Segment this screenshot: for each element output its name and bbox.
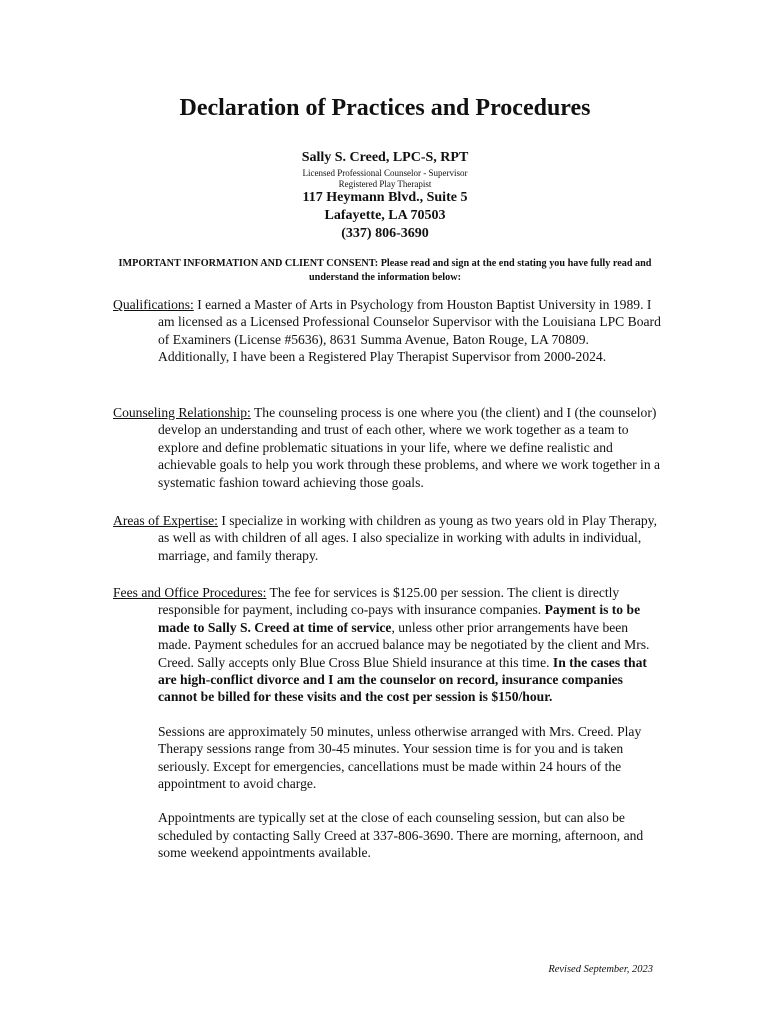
section-heading: Areas of Expertise: (113, 513, 218, 528)
section-heading: Qualifications: (113, 297, 194, 312)
address-line-1: 117 Heymann Blvd., Suite 5 (302, 190, 468, 205)
revision-date: Revised September, 2023 (548, 964, 653, 975)
section-text: I specialize in working with children as young as two years old in Play Therapy, as well as with children of all ages. I also specialize in working with adults in individual, marriage, and family therapy. (158, 513, 657, 563)
important-notice: IMPORTANT INFORMATION AND CLIENT CONSENT: Please read and sign at the end stating you have fully read and understand the information below: (118, 258, 652, 283)
counseling-relationship-section (113, 404, 661, 491)
address-line-2: Lafayette, LA 70503 (324, 208, 446, 223)
counselor-name: Sally S. Creed, LPC-S, RPT (301, 150, 469, 165)
section-heading: Fees and Office Procedures: (113, 585, 267, 600)
areas-of-expertise-section (113, 512, 661, 564)
appointments-paragraph: Appointments are typically set at the close of each counseling session, but can also be scheduled by contacting Sally Creed at 337-806-3690. There are morning, afternoon, and some weekend appointments available. (158, 810, 644, 861)
section-text: The counseling process is one where you (the client) and I (the counselor) develop an understanding and trust of each other, where we work together as a team to explore and define problematic situations in your life, where we define realistic and achievable goals to help you work through these problems, and where we work together in a systematic fashion toward achieving those goals. (158, 405, 661, 490)
payment-notice: Payment is to be made to Sally S. Creed at time of service (158, 602, 641, 635)
section-text: , unless other prior arrangements have been made. Payment schedules for an accrued balance may be negotiated by the client and Mrs. Creed. Sally accepts only Blue Cross Blue Shield insurance at this time. (158, 619, 650, 670)
qualifications-section (113, 296, 661, 366)
credential-line: Registered Play Therapist (338, 179, 432, 189)
phone-number: (337) 806-3690 (341, 226, 429, 241)
sessions-paragraph: Sessions are approximately 50 minutes, unless otherwise arranged with Mrs. Creed. Play Therapy sessions range from 30-45 minutes. Your session time is for you and is taken seriously. Except for emergencies, cancellations must be made within 24 hours of the appointment to avoid charge. (158, 723, 642, 792)
section-text: The fee for services is $125.00 per session. The client is directly responsible for payment, including co-pays with insurance companies. (158, 585, 620, 618)
credential-line: Licensed Professional Counselor - Supervisor (302, 168, 468, 178)
address-block (0, 189, 770, 243)
section-text: I earned a Master of Arts in Psychology from Houston Baptist University in 1989. I am licensed as a Licensed Professional Counselor Supervisor with the Louisiana LPC Board of Examiners (License #5636), 8631 Summa Avenue, Baton Rouge, LA 70809. Additionally, I have been a Registered Play Therapist Supervisor from 2000-2024. (158, 297, 661, 365)
section-heading: Counseling Relationship: (113, 405, 251, 420)
fees-section (113, 584, 661, 862)
document-title: Declaration of Practices and Procedures (179, 95, 591, 121)
high-conflict-notice: In the cases that are high-conflict divorce and I am the counselor on record, insurance companies cannot be billed for these visits and the cost per session is $150/hour. (158, 654, 647, 705)
